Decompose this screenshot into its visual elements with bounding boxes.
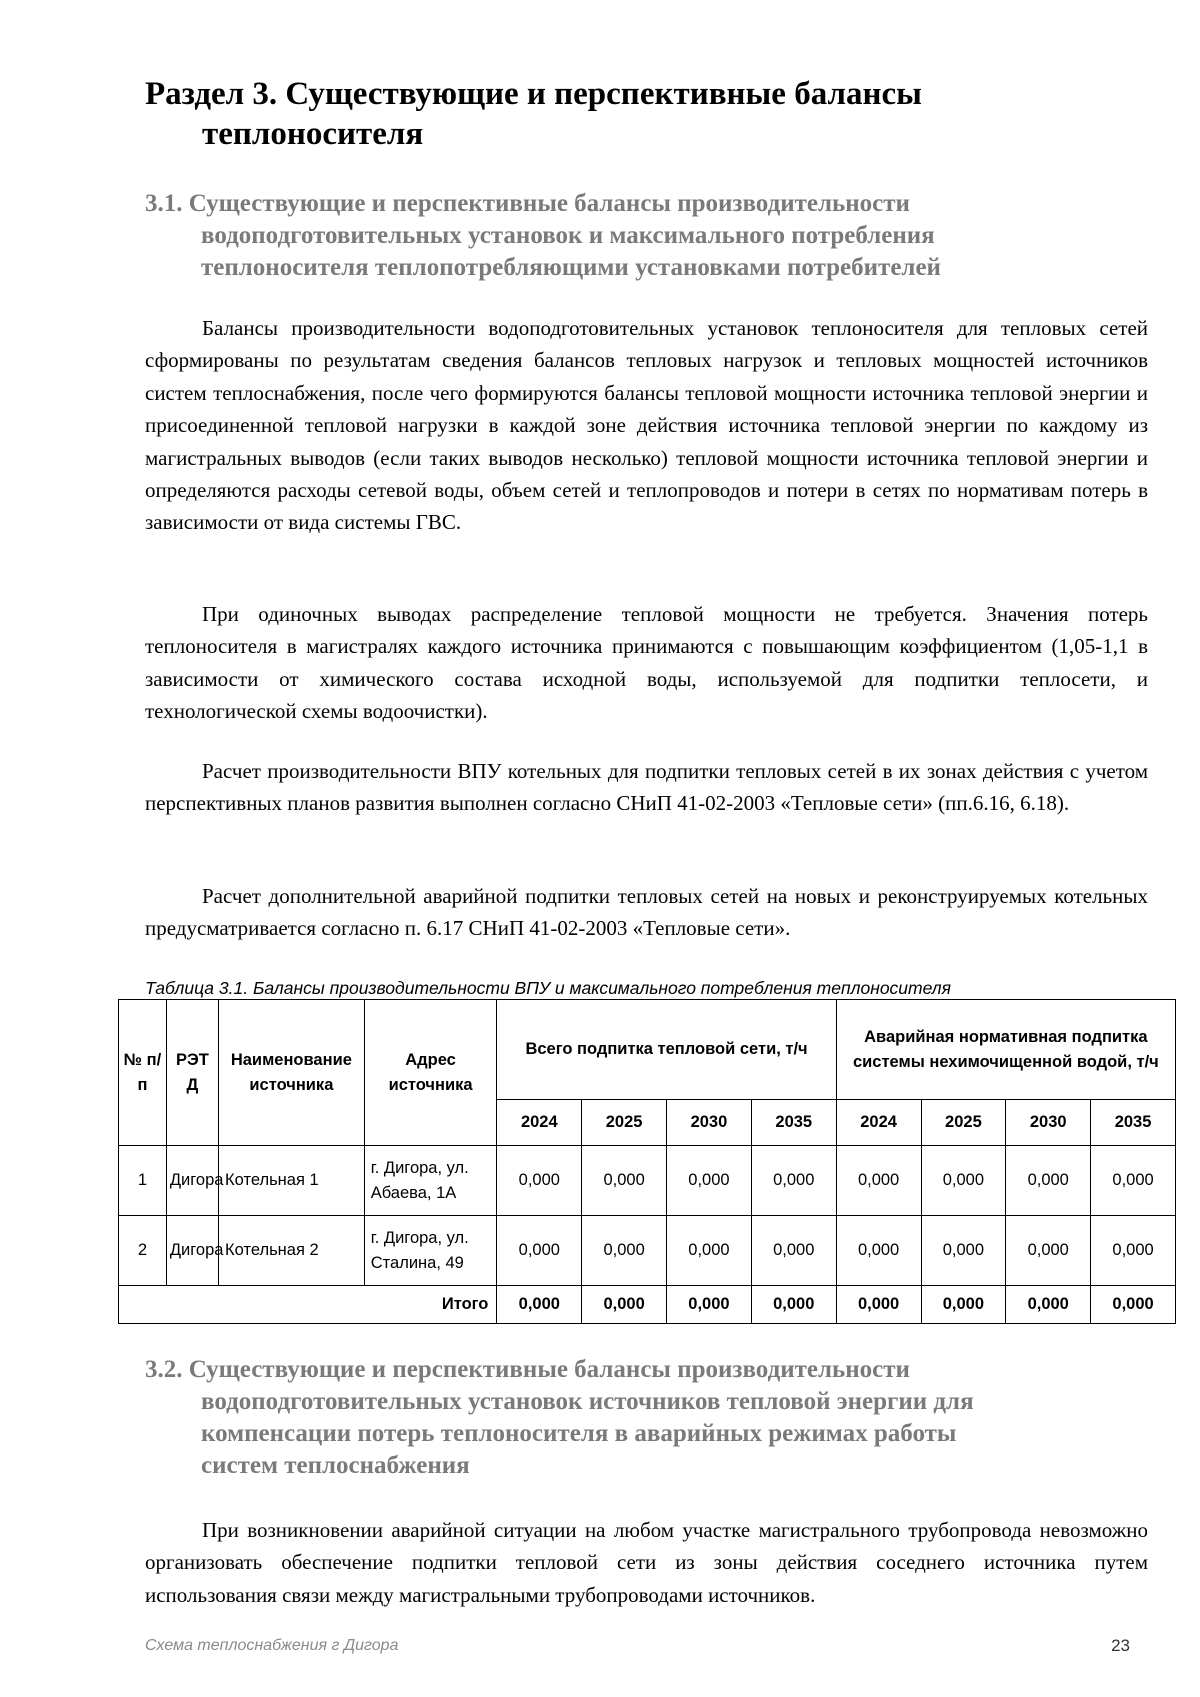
cell-total-value: 0,000: [751, 1286, 836, 1324]
cell-total-value: 0,000: [921, 1286, 1006, 1324]
page-number: 23: [1111, 1636, 1130, 1655]
balance-table: [118, 999, 1176, 1324]
paragraph-emergency-makeup: Расчет дополнительной аварийной подпитки тепловых сетей на новых и реконструируемых котельных предусматривается согласно п. 6.17 СНиП 41-02-2003 «Тепловые сети».: [145, 884, 1148, 941]
header-emergency-makeup: Аварийная нормативная подпитка системы нехимочищенной водой, т/ч: [836, 1000, 1175, 1100]
header-source-address: Адрес источника: [364, 1000, 497, 1146]
cell-value: 0,000: [497, 1146, 582, 1216]
section-heading: [145, 74, 1105, 154]
cell-total-value: 0,000: [1006, 1286, 1091, 1324]
header-year: 2025: [582, 1100, 667, 1146]
footer-document-title: Схема теплоснабжения г Дигора: [145, 1637, 399, 1654]
table-caption: Таблица 3.1. Балансы производительности ВПУ и максимального потребления теплоносителя: [145, 978, 951, 998]
header-year: 2030: [1006, 1100, 1091, 1146]
header-total-makeup: Всего подпитка тепловой сети, т/ч: [497, 1000, 836, 1100]
subsection-heading-3-2-line4: систем теплоснабжения: [201, 1452, 470, 1479]
cell-num: 1: [119, 1146, 167, 1216]
header-retd: РЭТ Д: [166, 1000, 218, 1146]
table-row: [119, 1146, 1176, 1216]
cell-value: 0,000: [1006, 1146, 1091, 1216]
subsection-heading-3-1: [145, 188, 1105, 284]
header-source-name: Наименование источника: [219, 1000, 365, 1146]
cell-source-name: Котельная 1: [219, 1146, 365, 1216]
cell-value: 0,000: [1091, 1216, 1176, 1286]
cell-retd: Дигора: [166, 1216, 218, 1286]
section-heading-line2: теплоносителя: [202, 116, 424, 152]
cell-total-value: 0,000: [497, 1286, 582, 1324]
header-year: 2035: [751, 1100, 836, 1146]
header-year: 2024: [497, 1100, 582, 1146]
cell-value: 0,000: [1091, 1146, 1176, 1216]
subsection-heading-3-2-line3: компенсации потерь теплоносителя в аварийных режимах работы: [201, 1420, 957, 1447]
cell-value: 0,000: [921, 1216, 1006, 1286]
table-row: [119, 1216, 1176, 1286]
paragraph-balances: Балансы производительности водоподготовительных установок теплоносителя для тепловых сетей сформированы по результатам сведения балансов тепловых нагрузок и тепловых мощностей источников систем теплоснабжения, после чего формируются балансы тепловой мощности источника тепловой энергии и присоединенной тепловой нагрузки в каждой зоне действия источника тепловой энергии по каждому из магистральных выводов (если таких выводов несколько) тепловой мощности источника тепловой энергии и определяются расходы сетевой воды, объем сетей и теплопроводов и потери в сетях по нормативам потерь в зависимости от вида системы ГВС.: [145, 316, 1148, 535]
cell-value: 0,000: [582, 1216, 667, 1286]
cell-source-address: г. Дигора, ул. Сталина, 49: [364, 1216, 497, 1286]
cell-num: 2: [119, 1216, 167, 1286]
table-header-row: [119, 1000, 1176, 1100]
cell-value: 0,000: [751, 1216, 836, 1286]
header-num: № п/п: [119, 1000, 167, 1146]
cell-value: 0,000: [667, 1216, 752, 1286]
cell-value: 0,000: [1006, 1216, 1091, 1286]
table-total-row: [119, 1286, 1176, 1324]
paragraph-vpu-calculation: Расчет производительности ВПУ котельных для подпитки тепловых сетей в их зонах действия с учетом перспективных планов развития выполнен согласно СНиП 41-02-2003 «Тепловые сети» (пп.6.16, 6.18).: [145, 759, 1148, 816]
section-heading-line1: Раздел 3. Существующие и перспективные балансы: [145, 76, 922, 112]
cell-total-value: 0,000: [582, 1286, 667, 1324]
paragraph-single-outputs: При одиночных выводах распределение тепловой мощности не требуется. Значения потерь теплоносителя в магистралях каждого источника принимаются с повышающим коэффициентом (1,05-1,1 в зависимости от химического состава исходной воды, используемой для подпитки теплосети, и технологической схемы водоочистки).: [145, 602, 1148, 724]
subsection-heading-3-1-line2: водоподготовительных установок и максимального потребления: [201, 222, 935, 249]
header-year: 2024: [836, 1100, 921, 1146]
cell-value: 0,000: [836, 1216, 921, 1286]
cell-total-value: 0,000: [836, 1286, 921, 1324]
cell-value: 0,000: [921, 1146, 1006, 1216]
subsection-heading-3-2-line2: водоподготовительных установок источников тепловой энергии для: [201, 1388, 974, 1415]
cell-retd: Дигора: [166, 1146, 218, 1216]
cell-total-value: 0,000: [1091, 1286, 1176, 1324]
cell-value: 0,000: [667, 1146, 752, 1216]
header-year: 2035: [1091, 1100, 1176, 1146]
cell-total-value: 0,000: [667, 1286, 752, 1324]
cell-total-label: Итого: [119, 1286, 497, 1324]
cell-source-address: г. Дигора, ул. Абаева, 1А: [364, 1146, 497, 1216]
cell-source-name: Котельная 2: [219, 1216, 365, 1286]
subsection-heading-3-2-line1: 3.2. Существующие и перспективные балансы производительности: [145, 1356, 910, 1383]
cell-value: 0,000: [497, 1216, 582, 1286]
subsection-heading-3-1-line3: теплоносителя теплопотребляющими установками потребителей: [201, 254, 941, 281]
paragraph-emergency-situation: При возникновении аварийной ситуации на любом участке магистрального трубопровода невозможно организовать обеспечение подпитки тепловой сети из зоны действия соседнего источника путем использования связи между магистральными трубопроводами источников.: [145, 1518, 1148, 1607]
cell-value: 0,000: [751, 1146, 836, 1216]
cell-value: 0,000: [582, 1146, 667, 1216]
subsection-heading-3-1-line1: 3.1. Существующие и перспективные балансы производительности: [145, 190, 910, 217]
subsection-heading-3-2: [145, 1354, 1105, 1482]
cell-value: 0,000: [836, 1146, 921, 1216]
header-year: 2030: [667, 1100, 752, 1146]
header-year: 2025: [921, 1100, 1006, 1146]
